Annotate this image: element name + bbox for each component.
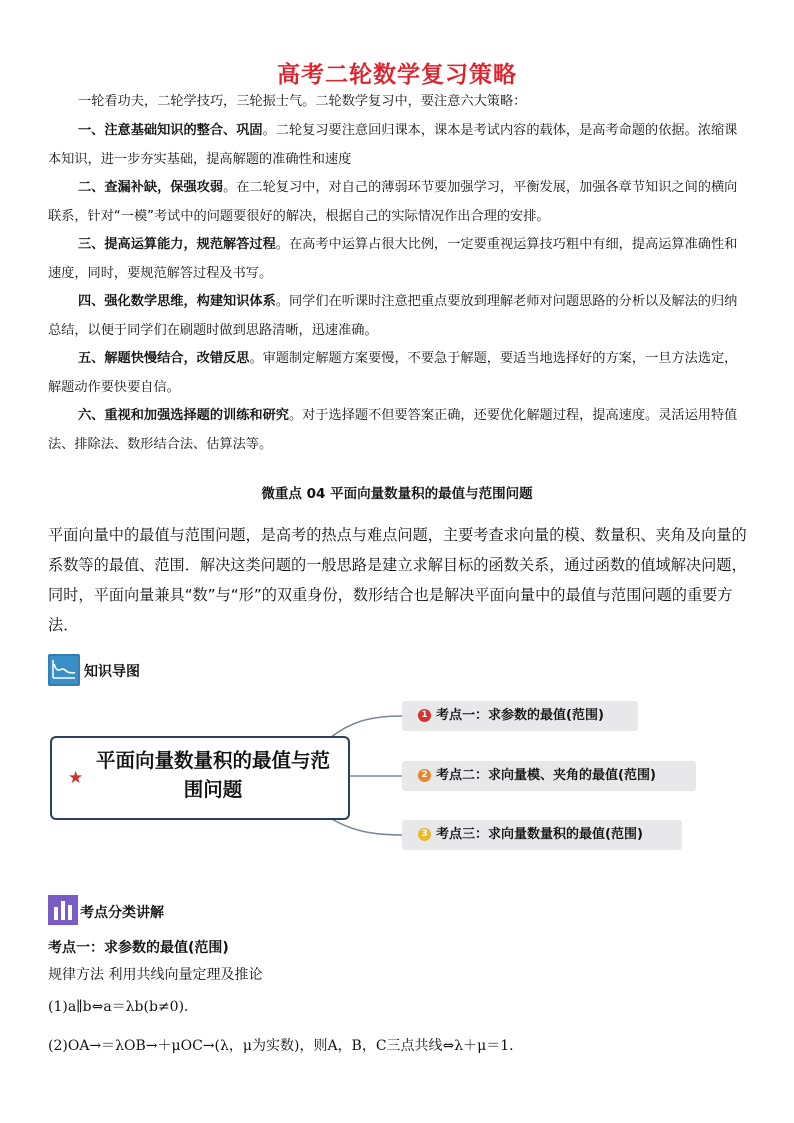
number-2-icon: 2 — [418, 769, 431, 782]
intro-line: 一轮看功夫，二轮学技巧，三轮振士气。二轮数学复习中，要注意六大策略： — [78, 94, 527, 109]
kp1-title: 考点一：求参数的最值(范围) — [48, 940, 229, 956]
strategy-6: 六、重视和加强选择题的训练和研究。对于选择题不但要答案正确，还要优化解题过程，提高速度。灵活运用特值法、排除法、数形结合法、估算法等。 — [48, 408, 738, 452]
number-3-icon: 3 — [418, 828, 431, 841]
section-label-mindmap: 知识导图 — [84, 664, 140, 680]
number-1-icon: 1 — [418, 709, 431, 722]
formula-1: (1)a∥b⇔a＝λb(b≠0)． — [48, 999, 199, 1015]
mindmap-node-2: 2 考点二：求向量模、夹角的最值(范围) — [402, 761, 696, 791]
strategy-2: 二、查漏补缺，保强攻弱。在二轮复习中，对自己的薄弱环节要加强学习，平衡发展，加强各章节知识之间的横向联系，针对“一模”考试中的问题要很好的解决，根据自己的实际情况作出合理的安排。 — [48, 180, 738, 224]
chart-line-icon — [48, 654, 80, 686]
intro-paragraph: 平面向量中的最值与范围问题，是高考的热点与难点问题，主要考查求向量的模、数量积、夹角及向量的系数等的最值、范围．解决这类问题的一般思路是建立求解目标的函数关系，通过函数的值域解决问题，同时，平面向量兼具“数”与“形”的双重身份，数形结合也是解决平面向量中的最值与范围问题的重要方法． — [48, 526, 747, 634]
strategy-4: 四、强化数学思维，构建知识体系。同学们在听课时注意把重点要放到理解老师对问题思路的分析以及解法的归纳总结，以便于同学们在刷题时做到思路清晰，迅速准确。 — [48, 294, 738, 338]
formula-2: (2)OA→＝λOB→＋μOC→(λ，μ为实数)，则A，B，C三点共线⇔λ＋μ＝1． — [48, 1038, 524, 1054]
mindmap-center-title: 平面向量数量积的最值与范围问题 — [95, 749, 330, 801]
strategy-5: 五、解题快慢结合，改错反思。审题制定解题方案要慢，不要急于解题，要适当地选择好的方案，一旦方法选定，解题动作要快要自信。 — [48, 351, 738, 395]
page-title: 高考二轮数学复习策略 — [277, 62, 517, 88]
section-label-topics: 考点分类讲解 — [80, 905, 164, 921]
mindmap-node-1: 1 考点一：求参数的最值(范围) — [402, 701, 638, 731]
star-icon: ★ — [68, 768, 84, 788]
strategy-1: 一、注意基础知识的整合、巩固。二轮复习要注意回归课本，课本是考试内容的载体，是高考命题的依据。浓缩课本知识，进一步夯实基础，提高解题的准确性和速度 — [48, 123, 738, 167]
strategy-3: 三、提高运算能力，规范解答过程。在高考中运算占很大比例，一定要重视运算技巧粗中有细，提高运算准确性和速度，同时，要规范解答过程及书写。 — [48, 237, 738, 281]
mindmap-node-3: 3 考点三：求向量数量积的最值(范围) — [402, 820, 682, 850]
section-subtitle: 微重点 04 平面向量数量积的最值与范围问题 — [261, 486, 533, 502]
method-text: 规律方法 利用共线向量定理及推论 — [48, 967, 263, 983]
bar-chart-icon — [48, 895, 78, 925]
